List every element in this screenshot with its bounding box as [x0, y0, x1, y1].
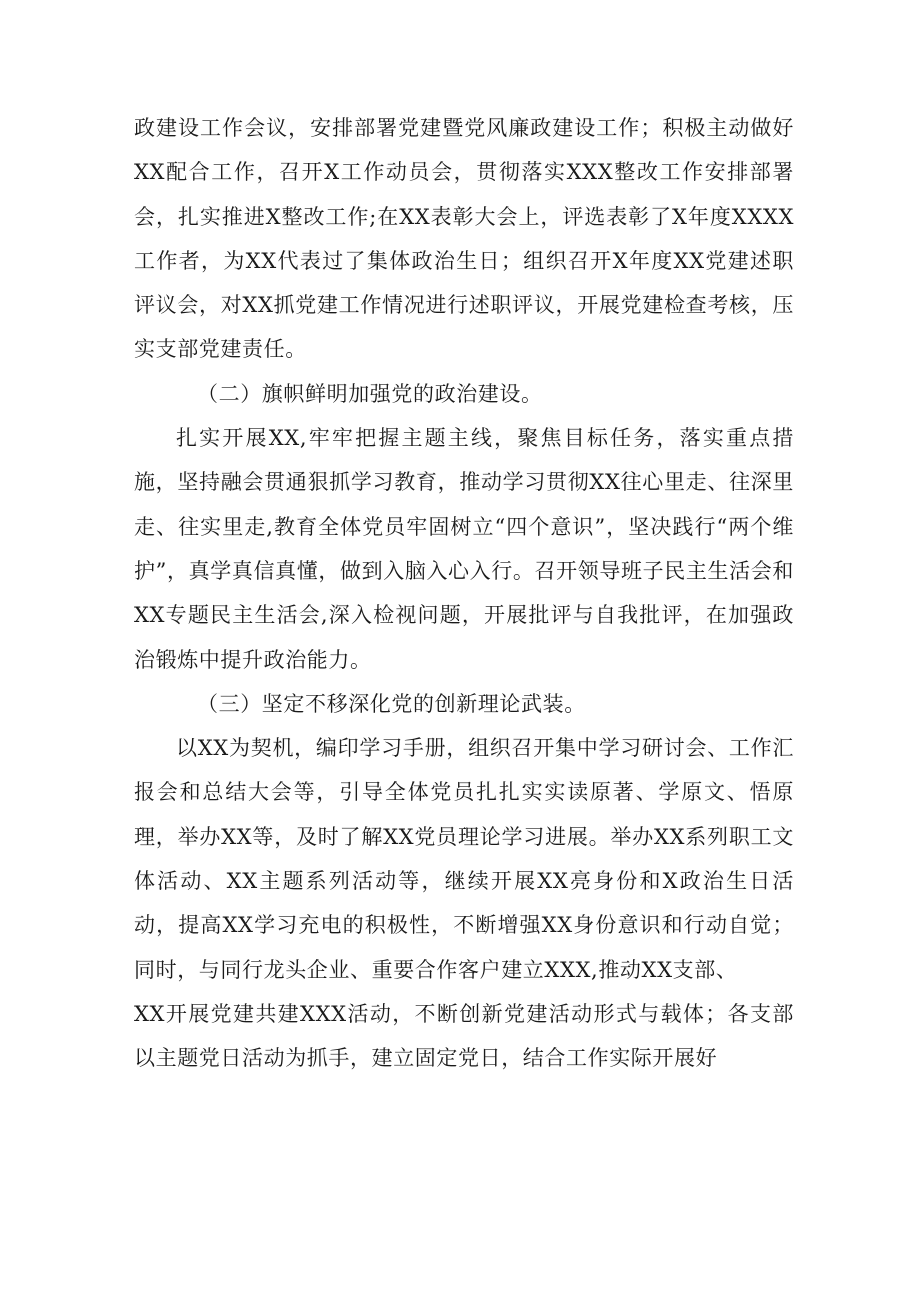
- paragraph-theory-armament: 以XX为契机，编印学习手册，组织召开集中学习研讨会、工作汇报会和总结大会等，引导全体党员扎扎实实读原著、学原文、悟原理，举办XX等，及时了解XX党员理论学习进展。举办XX系列职工文体活动、XX主题系列活动等，继续开展XX亮身份和X政治生日活动，提高XX学习充电的积极性，不断增强XX身份意识和行动自觉；同时，与同行龙头企业、重要合作客户建立XXX,推动XX支部、: [134, 736, 794, 982]
- document-body: [134, 106, 794, 1081]
- paragraph-continuation-top: 政建设工作会议，安排部署党建暨党风廉政建设工作；积极主动做好XX配合工作，召开X工作动员会，贯彻落实XXX整改工作安排部署会，扎实推进X整改工作;在XX表彰大会上，评选表彰了X年度XXXX工作者，为XX代表过了集体政治生日；组织召开X年度XX党建述职评议会，对XX抓党建工作情况进行述职评议，开展党建检查考核，压实支部党建责任。: [134, 116, 794, 362]
- paragraph-political-building: 扎实开展XX,牢牢把握主题主线，聚焦目标任务，落实重点措施，坚持融会贯通狠抓学习教育，推动学习贯彻XX往心里走、往深里走、往实里走,教育全体党员牢固树立“四个意识”，坚决践行“两个维护”，真学真信真懂，做到入脑入心入行。召开领导班子民主生活会和XX专题民主生活会,深入检视问题，开展批评与自我批评，在加强政治锻炼中提升政治能力。: [134, 426, 794, 672]
- section-heading-3: （三）坚定不移深化党的创新理论武装。: [197, 691, 586, 716]
- paragraph-continuation-bottom: XX开展党建共建XXX活动，不断创新党建活动形式与载体；各支部以主题党日活动为抓手，建立固定党日，结合工作实际开展好: [134, 1001, 794, 1071]
- section-heading-2: （二）旗帜鲜明加强党的政治建设。: [197, 381, 543, 406]
